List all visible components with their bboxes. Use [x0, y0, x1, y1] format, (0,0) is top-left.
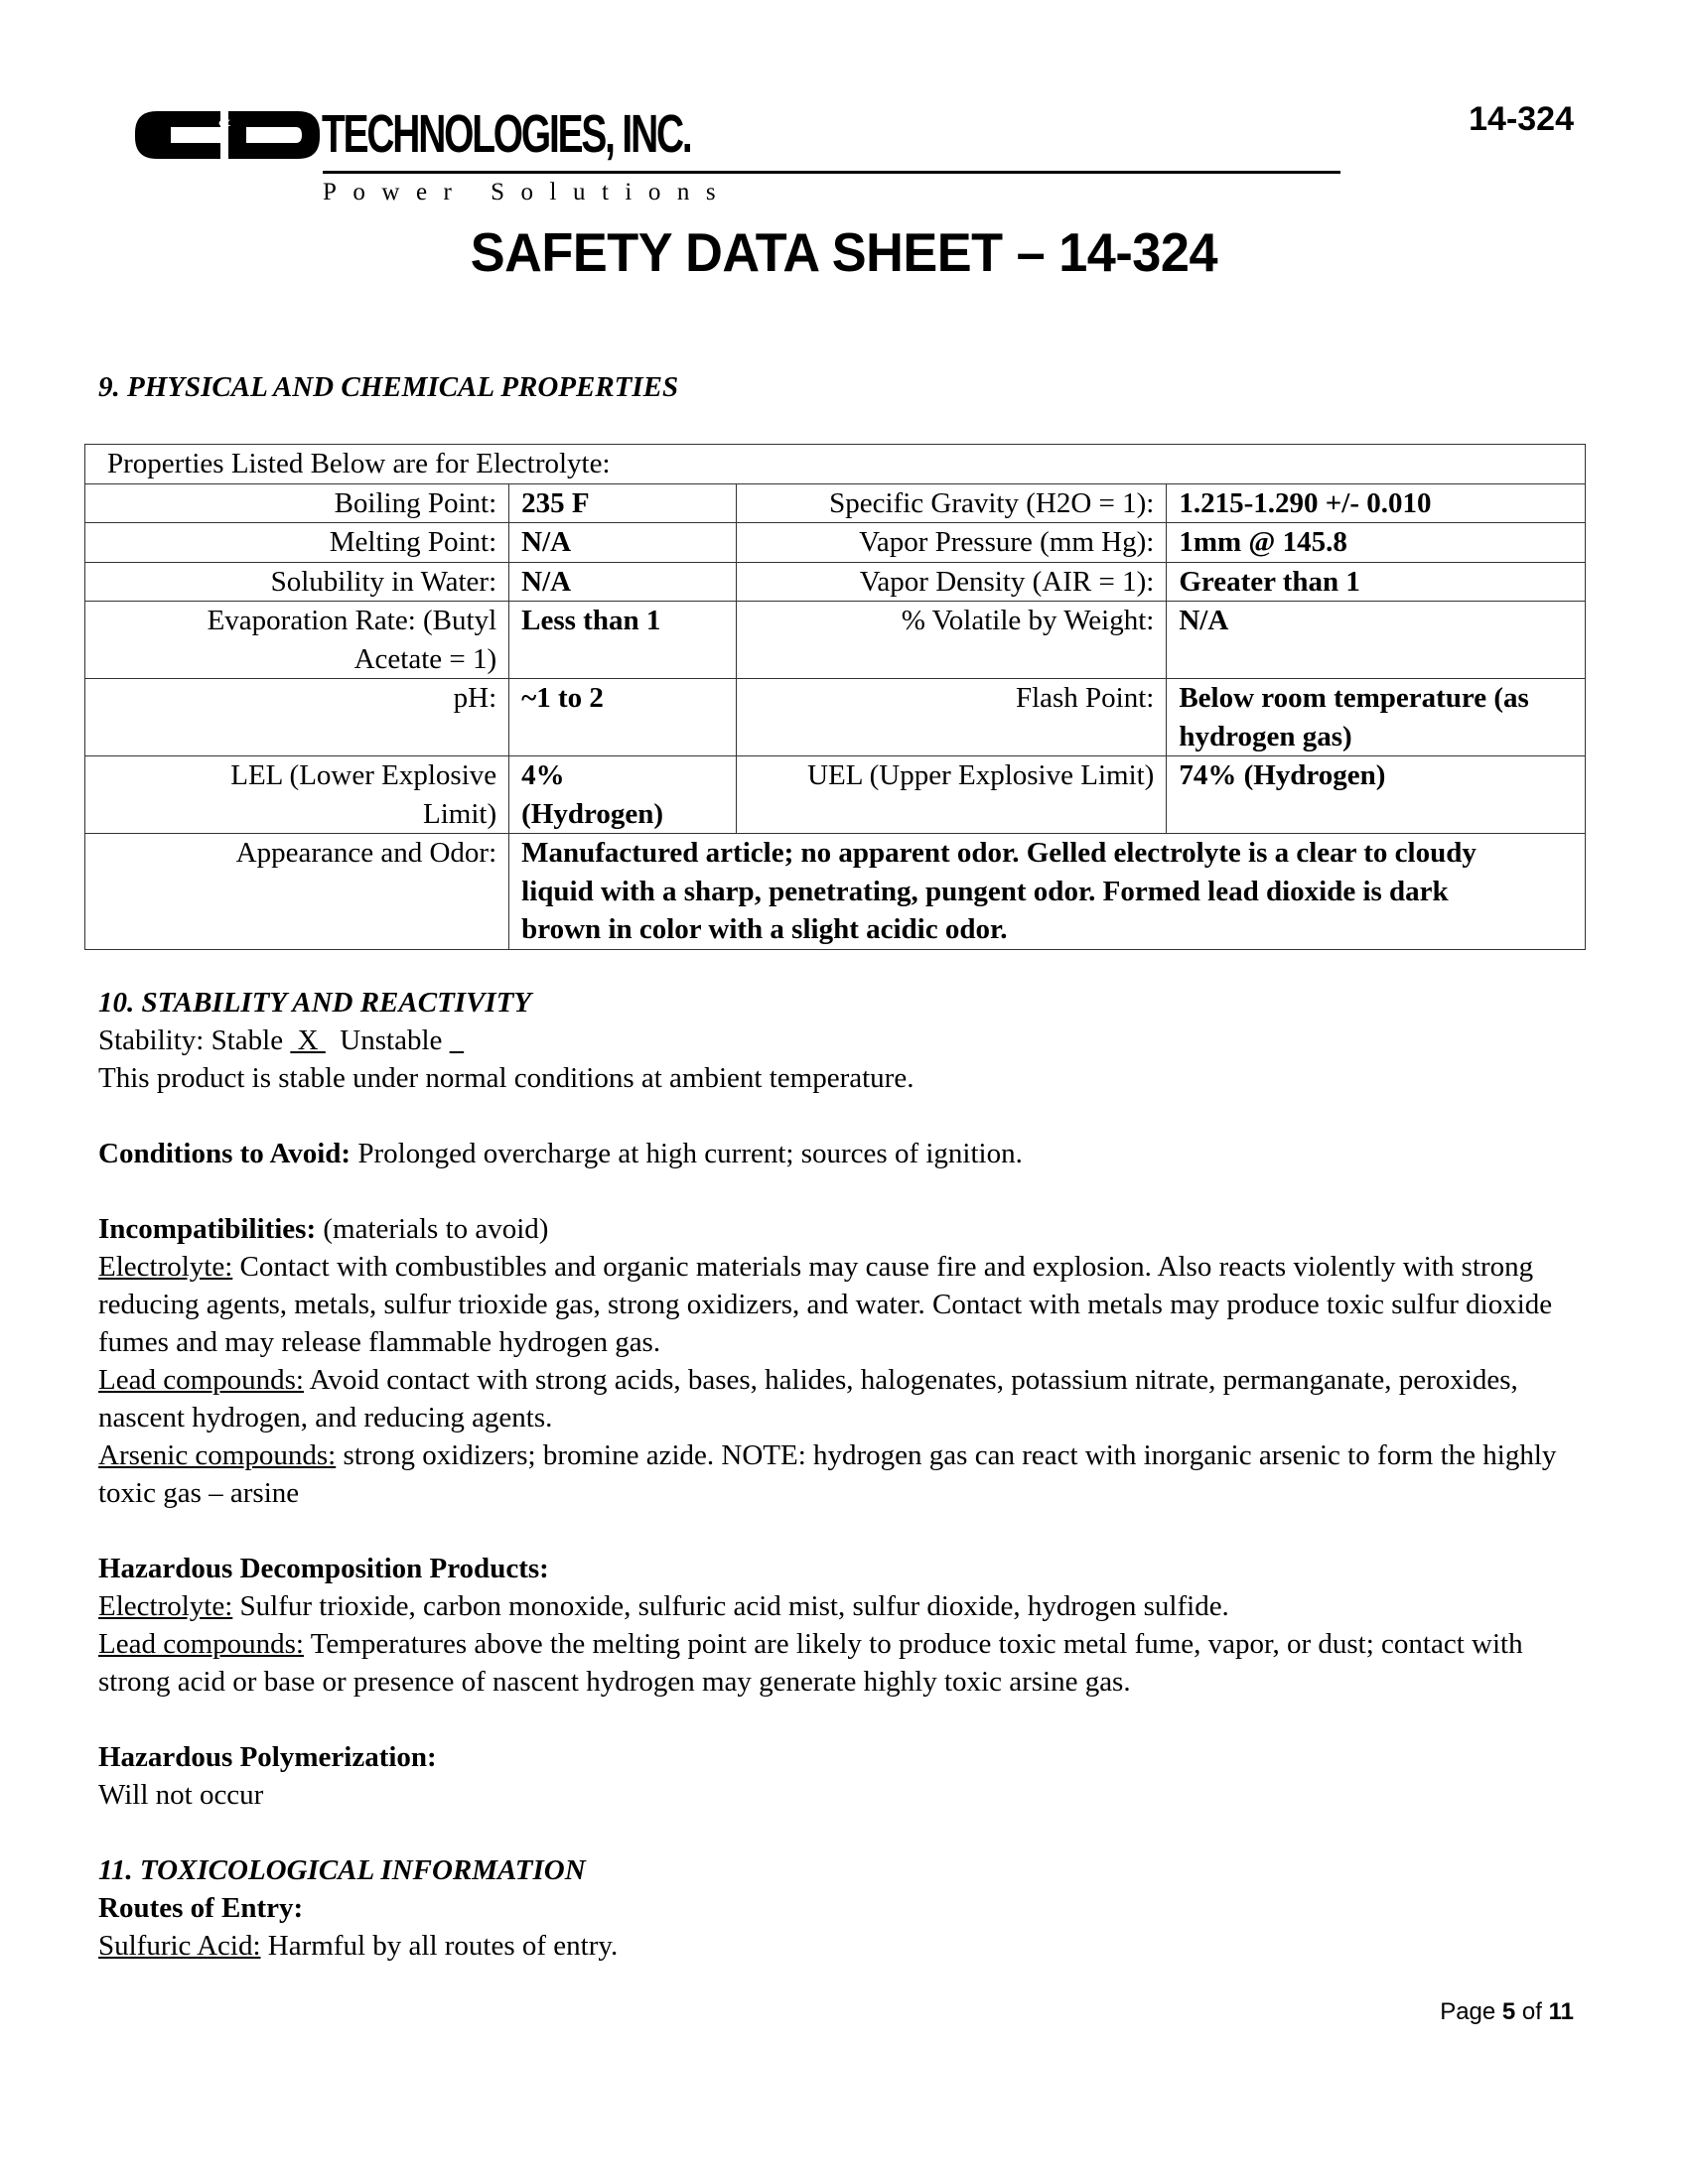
logo-ampersand: & — [218, 113, 231, 130]
property-label: Evaporation Rate: (Butyl Acetate = 1) — [85, 602, 509, 679]
property-label: Flash Point: — [737, 679, 1167, 756]
logo-divider — [323, 171, 1340, 174]
property-value: Manufactured article; no apparent odor. Gelled electrolyte is a clear to cloudy liquid with a sharp, penetrating, pungent odor. Formed lead dioxide is dark brown in color with a slight acidic odor. — [509, 834, 1586, 950]
properties-table — [84, 444, 1586, 950]
unstable-mark — [450, 1024, 465, 1056]
polymerization-text: Will not occur — [98, 1779, 264, 1811]
spacer — [98, 1814, 1598, 1851]
section-11-heading: 11. TOXICOLOGICAL INFORMATION — [98, 1854, 586, 1886]
incompat-item — [98, 1361, 1598, 1436]
incompat-item-label: Lead compounds: — [98, 1364, 304, 1396]
property-label: Solubility in Water: — [85, 562, 509, 602]
incompatibilities-heading — [98, 1210, 1598, 1248]
property-value: ~1 to 2 — [509, 679, 737, 756]
property-value: 1mm @ 145.8 — [1167, 523, 1586, 563]
decomp-item-label: Lead compounds: — [98, 1628, 304, 1660]
stability-note: This product is stable under normal conditions at ambient temperature. — [98, 1062, 914, 1094]
property-value: 74% (Hydrogen) — [1167, 756, 1586, 834]
property-label: UEL (Upper Explosive Limit) — [737, 756, 1167, 834]
stability-line — [98, 1022, 1598, 1059]
stability-prefix: Stability: Stable — [98, 1024, 291, 1056]
decomp-item — [98, 1587, 1598, 1625]
page-total: 11 — [1548, 1998, 1574, 2025]
section-10-heading: 10. STABILITY AND REACTIVITY — [98, 987, 532, 1019]
incompat-item-text: Avoid contact with strong acids, bases, halides, halogenates, potassium nitrate, permanganate, peroxides, nascent hydrogen, and reducing agents. — [98, 1364, 1518, 1433]
property-label: % Volatile by Weight: — [737, 602, 1167, 679]
spacer — [98, 1701, 1598, 1738]
document-number: 14-324 — [1469, 100, 1574, 138]
logo-company-name: TECHNOLOGIES, INC. — [322, 104, 691, 164]
incompat-note: (materials to avoid) — [316, 1213, 549, 1245]
page-title-text: SAFETY DATA SHEET – 14-324 — [470, 221, 1218, 283]
decomp-item-text: Temperatures above the melting point are likely to produce toxic metal fume, vapor, or dust; contact with strong acid or base or presence of nascent hydrogen may generate highly toxic arsine gas. — [98, 1628, 1523, 1698]
section-9-heading: 9. PHYSICAL AND CHEMICAL PROPERTIES — [98, 371, 679, 403]
property-label: Specific Gravity (H2O = 1): — [737, 483, 1167, 523]
polymerization-heading: Hazardous Polymerization: — [98, 1741, 437, 1773]
property-value: Less than 1 — [509, 602, 737, 679]
page-of: of — [1515, 1998, 1549, 2025]
logo-c-shape — [135, 111, 220, 159]
unstable-label: Unstable — [325, 1024, 450, 1056]
incompat-item-text: Contact with combustibles and organic materials may cause fire and explosion. Also reacts violently with strong reducing agents, metals, sulfur trioxide gas, strong oxidizers, and water. Contact with metals may produce toxic sulfur dioxide fumes and may release flammable hydrogen gas. — [98, 1251, 1553, 1358]
conditions-text: Prolonged overcharge at high current; sources of ignition. — [351, 1138, 1023, 1169]
page-current: 5 — [1501, 1998, 1516, 2025]
stable-mark: X — [290, 1024, 326, 1056]
spacer — [98, 1172, 1598, 1210]
decomp-item — [98, 1625, 1598, 1701]
page-title — [0, 220, 1688, 284]
table-row — [85, 756, 1586, 834]
routes-item — [98, 1927, 1598, 1965]
page-prefix: Page — [1440, 1998, 1502, 2025]
table-row — [85, 679, 1586, 756]
property-label: Vapor Density (AIR = 1): — [737, 562, 1167, 602]
company-logo-mark — [135, 111, 320, 159]
property-value: N/A — [1167, 602, 1586, 679]
table-row — [85, 523, 1586, 563]
page-number — [1420, 1997, 1574, 2027]
property-label: Boiling Point: — [85, 483, 509, 523]
logo-tagline: Power Solutions — [323, 179, 733, 205]
property-value: 1.215-1.290 +/- 0.010 — [1167, 483, 1586, 523]
property-value: 235 F — [509, 483, 737, 523]
property-label: pH: — [85, 679, 509, 756]
table-row — [85, 562, 1586, 602]
incompat-item-label: Arsenic compounds: — [98, 1439, 337, 1471]
property-value: Greater than 1 — [1167, 562, 1586, 602]
conditions-to-avoid — [98, 1135, 1598, 1172]
incompat-item-label: Electrolyte: — [98, 1251, 233, 1283]
property-value: N/A — [509, 562, 737, 602]
table-row — [85, 602, 1586, 679]
table-caption: Properties Listed Below are for Electrolyte: — [85, 445, 1586, 484]
conditions-label: Conditions to Avoid: — [98, 1138, 352, 1169]
incompat-item — [98, 1248, 1598, 1361]
property-label: LEL (Lower Explosive Limit) — [85, 756, 509, 834]
property-value: 4% (Hydrogen) — [509, 756, 737, 834]
incompat-item — [98, 1436, 1598, 1512]
routes-item-text: Harmful by all routes of entry. — [260, 1930, 619, 1962]
routes-heading: Routes of Entry: — [98, 1892, 304, 1924]
incompat-item-text: strong oxidizers; bromine azide. NOTE: hydrogen gas can react with inorganic arsenic to form the highly toxic gas – arsine — [98, 1439, 1557, 1509]
property-label: Vapor Pressure (mm Hg): — [737, 523, 1167, 563]
property-value: Below room temperature (as hydrogen gas) — [1167, 679, 1586, 756]
property-label: Appearance and Odor: — [85, 834, 509, 950]
logo-d-shape — [228, 111, 320, 159]
spacer — [98, 1512, 1598, 1550]
spacer — [98, 1097, 1598, 1135]
property-label: Melting Point: — [85, 523, 509, 563]
decomp-item-label: Electrolyte: — [98, 1590, 233, 1622]
incompat-label: Incompatibilities: — [98, 1213, 317, 1245]
routes-item-label: Sulfuric Acid: — [98, 1930, 261, 1962]
decomposition-heading: Hazardous Decomposition Products: — [98, 1553, 549, 1584]
property-value: N/A — [509, 523, 737, 563]
table-caption-row — [85, 445, 1586, 484]
decomp-item-text: Sulfur trioxide, carbon monoxide, sulfuric acid mist, sulfur dioxide, hydrogen sulfide. — [232, 1590, 1229, 1622]
table-row-appearance — [85, 834, 1586, 950]
table-row — [85, 483, 1586, 523]
section-10 — [98, 984, 1598, 1965]
